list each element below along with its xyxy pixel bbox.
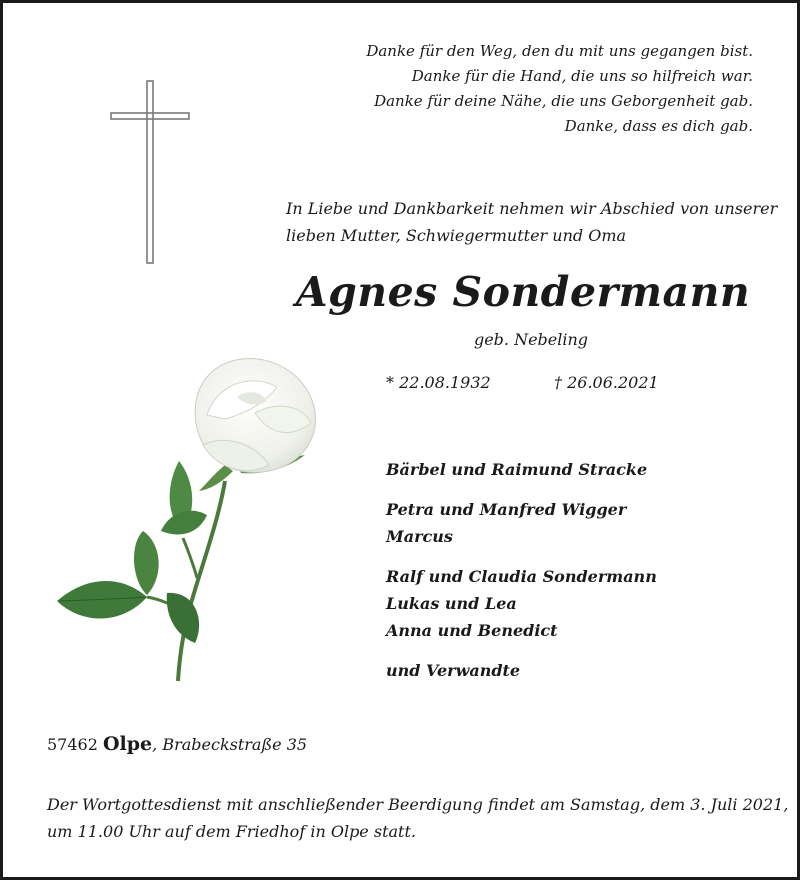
service-notice <box>47 791 789 845</box>
mourner-line: Anna und Benedict <box>386 621 558 640</box>
mourner-group <box>386 657 786 684</box>
mourner-group <box>386 456 786 483</box>
birth-name: geb. Nebeling <box>473 330 589 349</box>
white-rose-image <box>47 353 322 688</box>
mourner-group <box>386 563 786 644</box>
poem-line: Danke für den Weg, den du mit uns gegangen bist. <box>366 42 753 60</box>
poem-line: Danke für die Hand, die uns so hilfreich war. <box>411 67 753 85</box>
address <box>47 733 307 755</box>
mourners-list <box>386 456 786 697</box>
cross-icon <box>103 75 198 270</box>
address-city: Olpe <box>103 733 153 755</box>
service-line: um 11.00 Uhr auf dem Friedhof in Olpe statt. <box>47 822 416 841</box>
mourner-line: Ralf und Claudia Sondermann <box>386 567 657 586</box>
death-date: † 26.06.2021 <box>554 373 659 392</box>
mourner-line: und Verwandte <box>386 661 521 680</box>
mourner-line: Marcus <box>386 527 453 546</box>
birth-date: * 22.08.1932 <box>386 373 491 392</box>
address-street: , Brabeckstraße 35 <box>152 735 308 754</box>
intro-line: lieben Mutter, Schwiegermutter und Oma <box>286 226 627 245</box>
mourner-line: Bärbel und Raimund Stracke <box>386 460 648 479</box>
poem-line: Danke für deine Nähe, die uns Geborgenheit gab. <box>374 92 753 110</box>
service-line: Der Wortgottesdienst mit anschließender Beerdigung findet am Samstag, dem 3. Juli 2021, <box>47 795 789 814</box>
mourner-group <box>386 496 786 550</box>
intro-text <box>286 195 778 249</box>
deceased-name: Agnes Sondermann <box>295 268 751 316</box>
address-zip: 57462 <box>47 735 98 754</box>
poem-line: Danke, dass es dich gab. <box>564 117 753 135</box>
intro-line: In Liebe und Dankbarkeit nehmen wir Abschied von unserer <box>286 199 778 218</box>
mourner-line: Lukas und Lea <box>386 594 517 613</box>
mourner-line: Petra und Manfred Wigger <box>386 500 627 519</box>
poem <box>293 39 753 139</box>
